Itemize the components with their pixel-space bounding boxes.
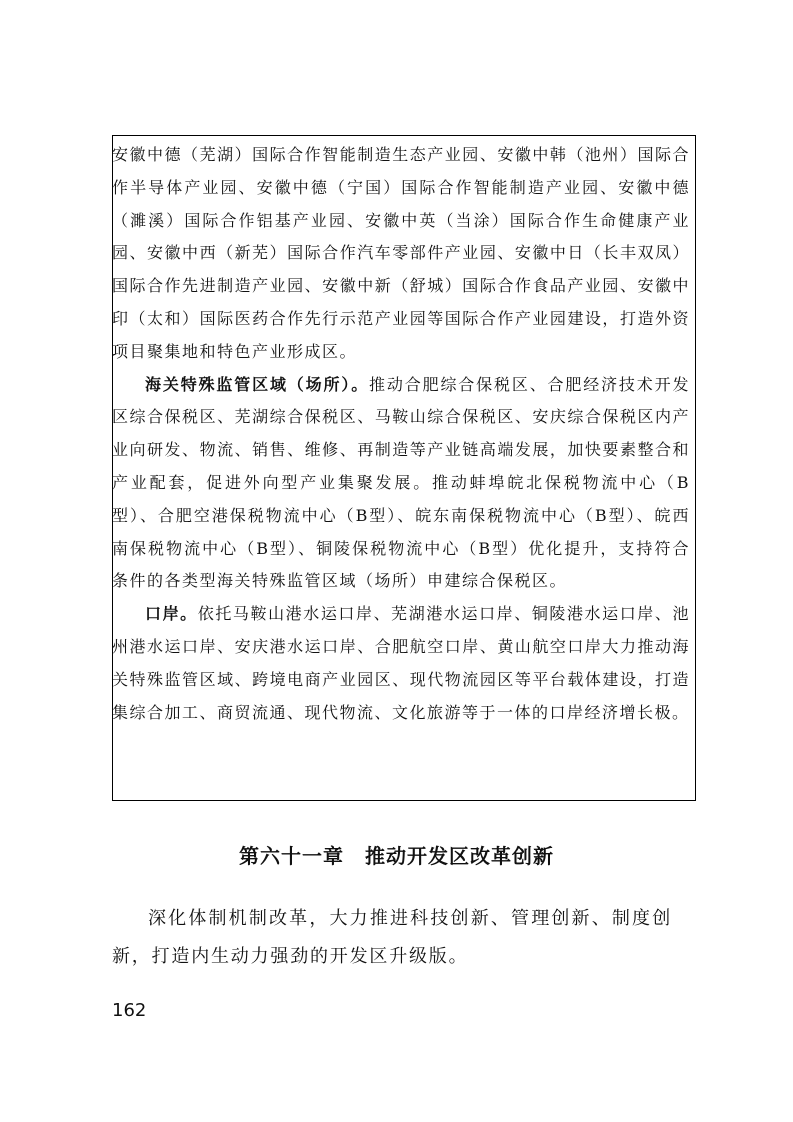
ports-body: 依托马鞍山港水运口岸、芜湖港水运口岸、铜陵港水运口岸、池州港水运口岸、安庆港水运口岸、合肥航空口岸、黄山航空口岸大力推动海关特殊监管区域、跨境电商产业园区、现代物流园区等平台载体建设，打造集综合加工、商贸流通、现代物流、文化旅游等于一体的口岸经济增长极。 — [112, 604, 690, 722]
ports-heading: 口岸。 — [145, 604, 198, 624]
box-paragraph-ports — [112, 598, 690, 729]
box-paragraph-parks: 安徽中德（芜湖）国际合作智能制造生态产业园、安徽中韩（池州）国际合作半导体产业园、安徽中德（宁国）国际合作智能制造产业园、安徽中德（濉溪）国际合作铝基产业园、安徽中英（当涂）国际合作生命健康产业园、安徽中西（新芜）国际合作汽车零部件产业园、安徽中日（长丰双凤）国际合作先进制造产业园、安徽中新（舒城）国际合作食品产业园、安徽中印（太和）国际医药合作先行示范产业园等国际合作产业园建设，打造外资项目聚集地和特色产业形成区。 — [112, 145, 690, 361]
page-number: 162 — [112, 1000, 147, 1021]
chapter-title: 第六十一章 推动开发区改革创新 — [239, 844, 554, 868]
chapter-intro-paragraph: 深化体制机制改革，大力推进科技创新、管理创新、制度创新，打造内生动力强劲的开发区升级版。 — [112, 908, 672, 967]
customs-body: 推动合肥综合保税区、合肥经济技术开发区综合保税区、芜湖综合保税区、马鞍山综合保税区、安庆综合保税区内产业向研发、物流、销售、维修、再制造等产业链高端发展，加快要素整合和产业配套，促进外向型产业集聚发展。推动蚌埠皖北保税物流中心（B型）、合肥空港保税物流中心（B型）、皖东南保税物流中心（B型）、皖西南保税物流中心（B型）、铜陵保税物流中心（B型）优化提升，支持符合条件的各类型海关特殊监管区域（场所）申建综合保税区。 — [112, 374, 690, 591]
customs-heading: 海关特殊监管区域（场所）。 — [145, 374, 370, 394]
box-paragraph-customs — [112, 369, 690, 599]
text-box — [112, 139, 696, 729]
